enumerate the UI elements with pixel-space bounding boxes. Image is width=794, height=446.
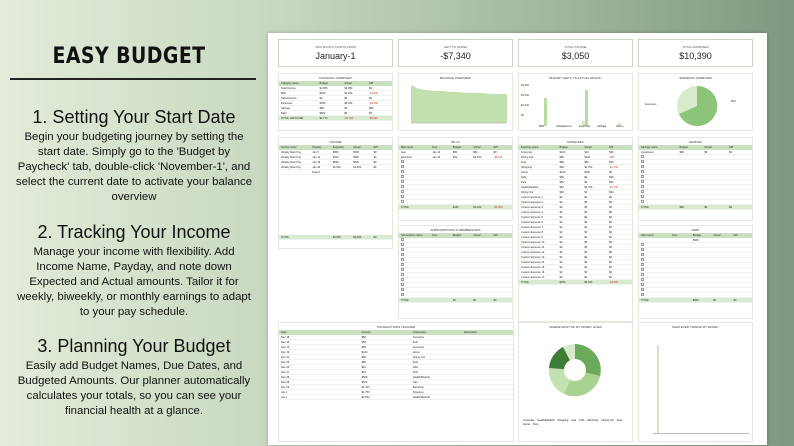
panel-title: BILLS xyxy=(451,140,460,144)
table-row[interactable]: Dec 28 $500 Gas xyxy=(279,380,513,385)
checkbox[interactable] xyxy=(401,185,404,188)
table-row[interactable]: Jan 1 $1,750 Shopping xyxy=(279,390,513,395)
panel-title: WHERE MOST OF MY MONEY GOES xyxy=(549,325,602,329)
panel-title: DEBT xyxy=(691,228,700,232)
budget-spreadsheet xyxy=(268,33,767,445)
card-label: TOTAL INCOME xyxy=(564,45,587,49)
x-tick: Expenses xyxy=(579,125,591,128)
legend-item: Fuel xyxy=(616,419,622,422)
balance-area-chart xyxy=(399,81,512,129)
table-row[interactable]: Weekly Main Pay Jan 19 $500 $500 $0 xyxy=(279,160,392,165)
checkbox[interactable] xyxy=(641,190,644,193)
table-row[interactable]: Home $100 $100 $0 xyxy=(519,170,632,175)
step-1-title: 1. Setting Your Start Date xyxy=(32,107,236,127)
step-2-title: 2. Tracking Your Income xyxy=(37,222,231,242)
table-row[interactable]: Custom Expense 8 $0 $0 $0 xyxy=(519,230,632,235)
checkbox[interactable] xyxy=(641,293,644,296)
checkbox[interactable] xyxy=(401,273,404,276)
table-row[interactable]: Custom Expense 1 $0 $0 $0 xyxy=(519,195,632,200)
x-tick: Subscriptions xyxy=(556,125,572,128)
checkbox[interactable] xyxy=(641,243,644,246)
y-tick: $6,000 xyxy=(521,84,529,87)
total-expenses-card xyxy=(638,39,753,67)
step-1 xyxy=(14,107,254,205)
checkbox[interactable] xyxy=(401,175,404,178)
checkbox[interactable] xyxy=(641,258,644,261)
checkbox[interactable] xyxy=(401,278,404,281)
panel-title: SUBSCRIPTIONS & MEMBERSHIPS xyxy=(430,228,481,232)
step-3 xyxy=(14,336,254,419)
table-row[interactable]: $500 xyxy=(639,238,752,243)
panel-title: BALANCE OVERVIEW xyxy=(440,76,471,80)
table-row[interactable]: Custom Expense 2 $0 $0 $0 xyxy=(519,200,632,205)
checkbox[interactable] xyxy=(641,253,644,256)
legend-item: Shopping xyxy=(557,419,569,422)
where-money-goes-chart xyxy=(518,322,633,442)
checkbox[interactable] xyxy=(401,243,404,246)
savings-table xyxy=(638,137,753,221)
bills-table xyxy=(398,137,513,221)
table-row[interactable]: Custom Expense 4 $0 $0 $0 xyxy=(519,210,632,215)
x-tick: Savings xyxy=(597,125,607,128)
brand-title: EASY BUDGET xyxy=(52,44,206,69)
table-row[interactable]: Custom Expense 10 $0 $0 $0 xyxy=(519,240,632,245)
step-2 xyxy=(14,222,254,320)
legend-item: Dining Out xyxy=(601,419,614,422)
table-header: Expense name Budget Actual Diff xyxy=(519,145,632,150)
table-row[interactable]: Pets $50 $0 $50 xyxy=(519,180,632,185)
checkbox[interactable] xyxy=(401,258,404,261)
table-row[interactable]: Custom Expense 12 $0 $0 $0 xyxy=(519,250,632,255)
pie-label: Expenses xyxy=(645,103,657,106)
transactions-tracker xyxy=(278,322,514,442)
table-row[interactable]: Savings $80 $0 $80 xyxy=(279,106,392,111)
table-row[interactable]: Weekly Main Pay Jan 26 $1,500 $1,500 $0 xyxy=(279,165,392,170)
legend-item: Groceries xyxy=(523,419,535,422)
step-1-body: Begin your budgeting journey by setting the start date. Simply go to the 'Budget by Paycheck' tab, double-click 'November-1', and select the current date to activate your balance overview xyxy=(15,131,253,203)
table-row[interactable]: Total Income $3,050 $3,050 $0 xyxy=(279,86,392,91)
table-row[interactable]: Dec 26 $10 Gifts xyxy=(279,365,513,370)
pie-label: Bills xyxy=(731,100,736,103)
donut-hole xyxy=(564,359,586,381)
table-row[interactable]: Custom Expense 5 $0 $0 $0 xyxy=(519,215,632,220)
checkbox[interactable] xyxy=(401,160,404,163)
table-row[interactable]: Custom Expense 17 $0 $0 $0 xyxy=(519,275,632,280)
legend-item: Health/Medical xyxy=(537,419,555,422)
checkbox[interactable] xyxy=(641,170,644,173)
divider xyxy=(10,78,256,80)
checkbox[interactable] xyxy=(641,155,644,158)
daily-bar xyxy=(657,345,659,433)
table-row[interactable]: Expenses $780 $5,430 -$4,650 xyxy=(279,101,392,106)
checkbox[interactable] xyxy=(641,283,644,286)
checkbox[interactable] xyxy=(641,268,644,271)
card-value[interactable]: January-1 xyxy=(315,51,356,61)
table-row[interactable]: Dec 27 $70 Pets xyxy=(279,370,513,375)
legend-item: Pets xyxy=(532,423,539,426)
total-income-card xyxy=(518,39,633,67)
left-to-spend-card xyxy=(398,39,513,67)
step-3-body: Easily add Budget Names, Due Dates, and Budgeted Amounts. Our planner automatically calculates your totals, so you can see your financial health at a glance. xyxy=(17,360,251,417)
bar-expenses-actual xyxy=(585,90,588,126)
checkbox[interactable] xyxy=(401,248,404,251)
balance-area xyxy=(411,85,507,123)
table-header: Bills name Due Budget Actual Diff xyxy=(399,145,512,150)
checkbox[interactable] xyxy=(401,293,404,296)
checkbox[interactable] xyxy=(401,268,404,271)
panel-title: SAVINGS xyxy=(688,140,703,144)
checkbox[interactable] xyxy=(641,273,644,276)
start-date-card[interactable] xyxy=(278,39,393,67)
panel-title: EXPENSES xyxy=(567,140,584,144)
table-header: Income name Payday Expected Actual Diff xyxy=(279,145,392,150)
table-row[interactable]: Dec 29 $1,160 Electricity xyxy=(279,385,513,390)
table-total-row: TOTAL $0 $0 $0 xyxy=(399,298,512,303)
panel-title: BUDGET (LEFT) VS ACTUAL (RIGHT) xyxy=(549,76,602,80)
table-header: Debt name Due Budget Actual Diff xyxy=(639,233,752,238)
panel-title: INCOME xyxy=(329,140,342,144)
table-row[interactable]: Dec 25 $80 Pets xyxy=(279,360,513,365)
legend-item: Home xyxy=(523,423,530,426)
table-row[interactable]: Bills $150 $4,240 -$4,090 xyxy=(279,91,392,96)
y-tick: $0 xyxy=(521,114,524,117)
table-row[interactable]: Custom Expense 15 $0 $0 $0 xyxy=(519,265,632,270)
table-row[interactable]: Dec 28 $500 Health/Medical xyxy=(279,375,513,380)
table-row[interactable]: Weekly Main Pay Jan 12 $500 $500 $0 xyxy=(279,155,392,160)
card-value: $3,050 xyxy=(561,51,590,61)
card-label: THIS MONTH STARTS FROM xyxy=(315,45,356,49)
table-total-row: TOTAL $3,050 $3,050 $0 xyxy=(279,235,392,240)
checkbox[interactable] xyxy=(641,248,644,251)
table-row[interactable]: Dec 19 $80 Groceries xyxy=(279,345,513,350)
y-tick: $2,000 xyxy=(521,104,529,107)
panel-title: FINANCIAL OVERVIEW xyxy=(319,76,352,80)
checkbox[interactable] xyxy=(641,160,644,163)
checkbox[interactable] xyxy=(641,165,644,168)
table-total-row: TOTAL $780 $5,430 -$4,650 xyxy=(519,280,632,285)
checkbox[interactable] xyxy=(401,190,404,193)
checkbox[interactable] xyxy=(401,195,404,198)
table-row[interactable]: Fuel $80 $50 $30 xyxy=(519,160,632,165)
y-tick: $4,000 xyxy=(521,94,529,97)
table-header: Category name Budget Actual Diff xyxy=(279,81,392,86)
table-row[interactable]: Gifts $50 $0 $50 xyxy=(519,175,632,180)
checkbox[interactable] xyxy=(401,253,404,256)
spending-pie xyxy=(639,81,752,131)
checkbox[interactable] xyxy=(641,175,644,178)
donut-chart xyxy=(519,330,632,410)
panel-title: TRANSACTIONS TRACKER xyxy=(376,325,416,329)
financial-overview xyxy=(278,73,393,131)
legend-item: Gas xyxy=(571,419,577,422)
step-3-title: 3. Planning Your Budget xyxy=(37,336,231,356)
table-row[interactable]: Custom Expense 3 $0 $0 $0 xyxy=(519,205,632,210)
panel-title: SPENDING OVERVIEW xyxy=(679,76,712,80)
checkbox[interactable] xyxy=(401,200,404,203)
checkbox[interactable] xyxy=(641,200,644,203)
table-row[interactable]: Subscriptions $0 $0 $0 xyxy=(279,96,392,101)
card-value: -$7,340 xyxy=(440,51,471,61)
panel-title: WHATEVER I SPEND MY MONEY xyxy=(672,325,719,329)
checkbox[interactable] xyxy=(641,263,644,266)
table-row[interactable]: Custom Expense 14 $0 $0 $0 xyxy=(519,260,632,265)
table-row[interactable]: Dining Out $50 $0 $50 xyxy=(519,190,632,195)
table-row[interactable]: Health/Medical $50 $2,750 -$2,700 xyxy=(519,185,632,190)
legend-item: Electricity xyxy=(587,419,599,422)
table-total-row: TOTAL $500 $0 $0 xyxy=(639,298,752,303)
checkbox[interactable] xyxy=(401,263,404,266)
table-row[interactable]: Shopping $50 $1,750 -$1,700 xyxy=(519,165,632,170)
spending-overview-chart xyxy=(638,73,753,131)
table-header: Savings name Budget Actual Diff xyxy=(639,145,752,150)
checkbox[interactable] xyxy=(641,278,644,281)
debt-table xyxy=(638,225,753,319)
card-value: $10,390 xyxy=(679,51,712,61)
checkbox[interactable] xyxy=(641,195,644,198)
checkbox[interactable] xyxy=(641,180,644,183)
table-total-row: TOTAL LEFTOVER $1,770 -$7,340 -$9,110 xyxy=(279,116,392,121)
daily-spend-chart xyxy=(638,322,753,442)
expenses-table xyxy=(518,137,633,322)
table-row[interactable]: Investment $80 $0 $0 xyxy=(639,150,752,155)
table-header: Subscription name Due Budget Actual Diff xyxy=(399,233,512,238)
x-tick: Debt xyxy=(616,125,622,128)
table-row[interactable]: Dec 18 $50 Groceries xyxy=(279,335,513,340)
legend-item: Gifts xyxy=(579,419,585,422)
table-row[interactable]: Debt $500 $0 $0 xyxy=(279,111,392,116)
table-row[interactable]: Gas Jan 12 $80 $80 $0 xyxy=(399,150,512,155)
checkbox[interactable] xyxy=(401,288,404,291)
table-row[interactable]: Dining Out $50 $100 -$50 xyxy=(519,155,632,160)
income-table xyxy=(278,137,393,249)
table-header: Date Amount Transaction Description xyxy=(279,330,513,335)
table-row[interactable]: Dec 19 $100 Home xyxy=(279,350,513,355)
x-tick: Bills xyxy=(539,125,544,128)
table-row[interactable]: Custom Expense 7 $0 $0 $0 xyxy=(519,225,632,230)
bar-bills-actual xyxy=(544,98,547,126)
checkbox[interactable] xyxy=(641,185,644,188)
table-row[interactable]: Custom Expense 9 $0 $0 $0 xyxy=(519,235,632,240)
x-axis xyxy=(653,433,749,434)
checkbox[interactable] xyxy=(401,180,404,183)
table-row[interactable]: Jan 1 $2,250 Health/Medical xyxy=(279,395,513,400)
table-row[interactable]: Custom Expense 13 $0 $0 $0 xyxy=(519,255,632,260)
checkbox[interactable] xyxy=(401,283,404,286)
table-row[interactable]: Custom Expense 11 $0 $0 $0 xyxy=(519,245,632,250)
table-row[interactable]: Custom Expense 16 $0 $0 $0 xyxy=(519,270,632,275)
step-2-body: Manage your income with flexibility. Add Income Name, Payday, and note down Expected and Actual amounts. Tailor it for weekly, biweekly, or monthly earnings to adapt to your pay schedule. xyxy=(17,246,251,318)
table-total-row: TOTAL $150 $4,240 -$4,090 xyxy=(399,205,512,210)
checkbox[interactable] xyxy=(641,288,644,291)
table-row[interactable]: Dec 20 $50 Dining Out xyxy=(279,355,513,360)
card-label: LEFT TO SPEND xyxy=(443,45,468,49)
table-row[interactable]: Date 3 xyxy=(279,170,392,175)
table-row[interactable]: Custom Expense 6 $0 $0 $0 xyxy=(519,220,632,225)
promo-panel xyxy=(0,0,264,446)
checkbox[interactable] xyxy=(401,238,404,241)
table-total-row: TOTAL $80 $0 $0 xyxy=(639,205,752,210)
table-row[interactable]: Electricity Jan 30 $50 $4,160 -$4,110 xyxy=(399,155,512,160)
table-row[interactable]: Dec 19 $50 Fuel xyxy=(279,340,513,345)
checkbox[interactable] xyxy=(401,170,404,173)
checkbox[interactable] xyxy=(401,165,404,168)
subscriptions-table xyxy=(398,225,513,319)
balance-overview-chart xyxy=(398,73,513,131)
budget-vs-actual-chart xyxy=(518,73,633,131)
table-row[interactable]: Weekly Main Pay Jan 5 $800 $500 $0 xyxy=(279,150,392,155)
card-label: TOTAL EXPENSES xyxy=(682,45,709,49)
table-row[interactable]: Groceries $100 $10 $90 xyxy=(519,150,632,155)
